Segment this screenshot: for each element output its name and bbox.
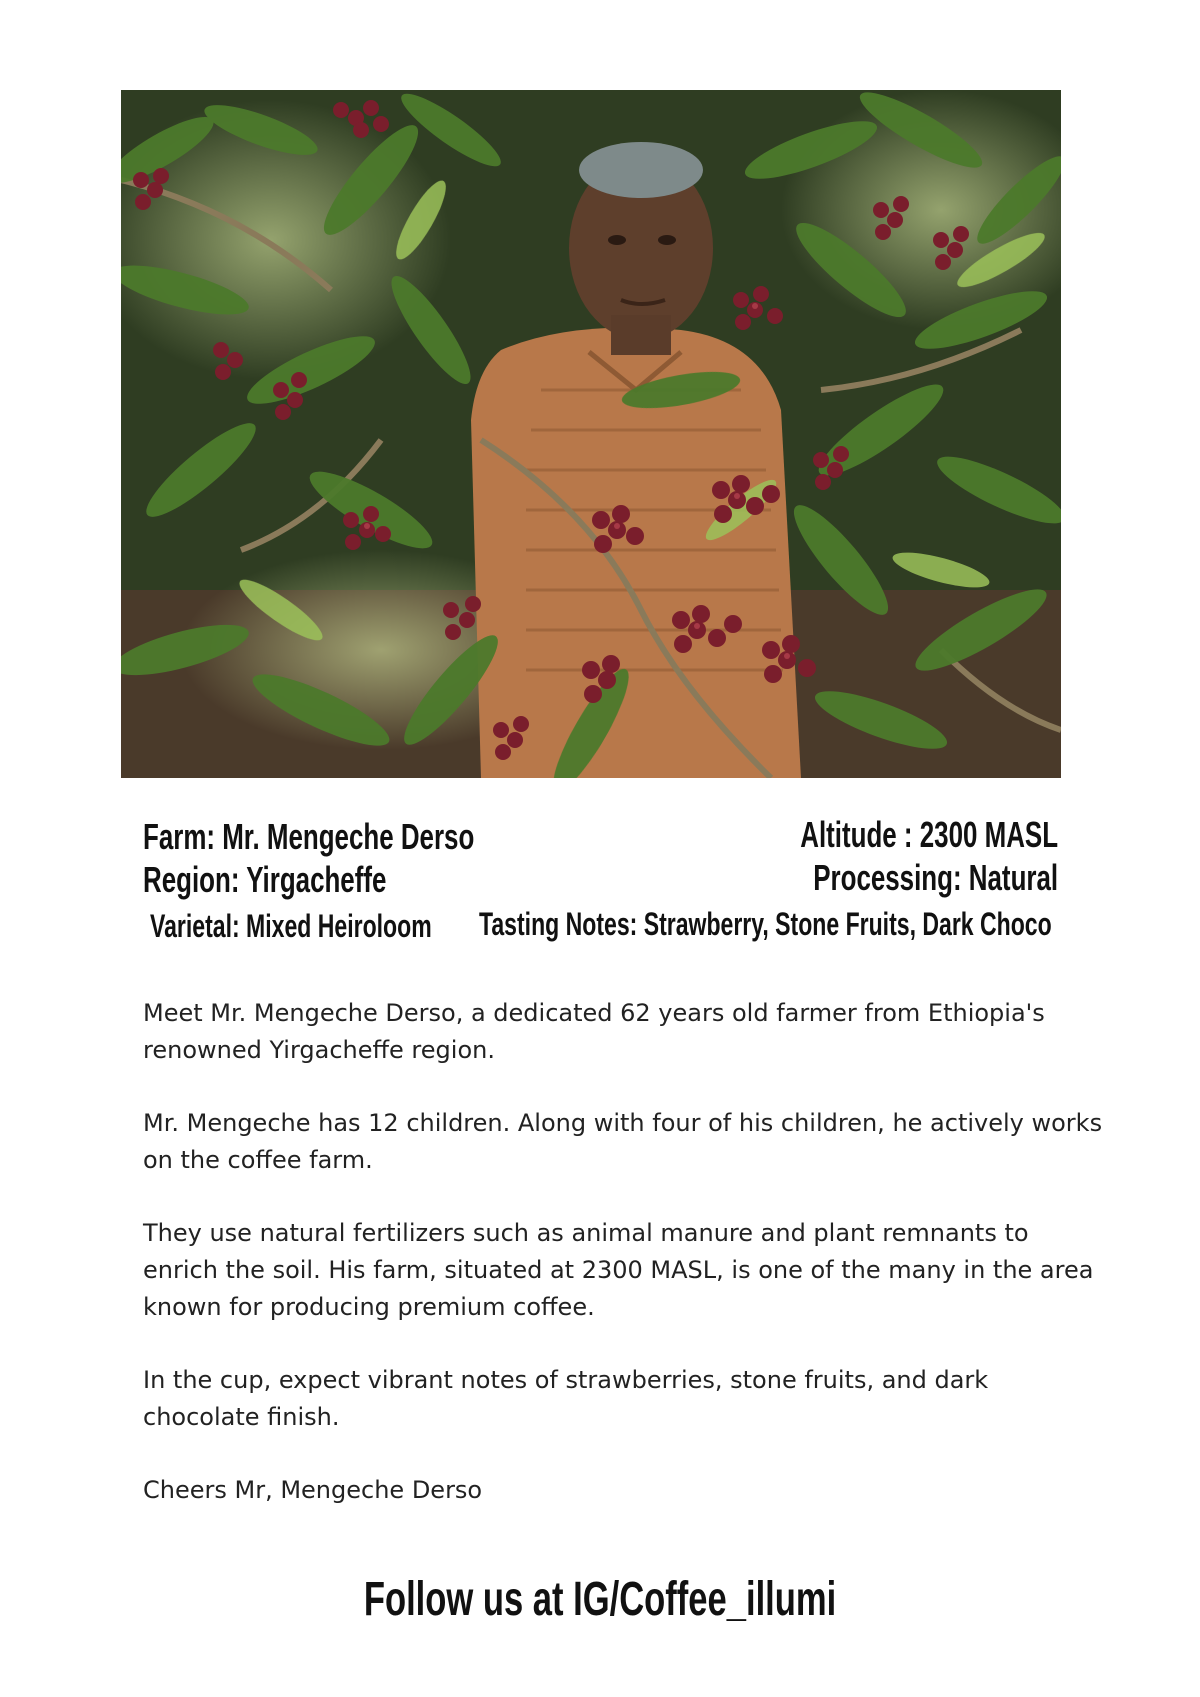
story-paragraph-family: Mr. Mengeche has 12 children. Along with four of his children, he actively works on the coffee farm. bbox=[143, 1109, 1103, 1174]
farmer-story bbox=[143, 995, 1103, 1545]
region-label: Region: Yirgacheffe bbox=[143, 859, 387, 900]
story-closing: Cheers Mr, Mengeche Derso bbox=[143, 1476, 483, 1504]
story-paragraph-farming: They use natural fertilizers such as animal manure and plant remnants to enrich the soil. His farm, situated at 2300 MASL, is one of the many in the area known for producing premium coffee. bbox=[143, 1219, 1094, 1321]
farmer-coffee-photo-icon bbox=[121, 90, 1061, 778]
altitude-label: Altitude : 2300 MASL bbox=[800, 814, 1058, 855]
story-paragraph-intro: Meet Mr. Mengeche Derso, a dedicated 62 years old farmer from Ethiopia's renowned Yirgacheffe region. bbox=[143, 999, 1045, 1064]
story-paragraph-cup: In the cup, expect vibrant notes of strawberries, stone fruits, and dark chocolate finish. bbox=[143, 1366, 989, 1431]
tasting-notes-label: Tasting Notes: Strawberry, Stone Fruits, Dark Choco bbox=[479, 906, 1052, 942]
processing-label: Processing: Natural bbox=[813, 857, 1058, 898]
follow-instagram-text: Follow us at IG/Coffee_illumi bbox=[363, 1573, 837, 1626]
varietal-label: Varietal: Mixed Heiroloom bbox=[150, 908, 432, 944]
farm-label: Farm: Mr. Mengeche Derso bbox=[143, 816, 475, 857]
follow-instagram-footer bbox=[0, 1572, 1200, 1628]
farmer-coffee-photo bbox=[121, 90, 1061, 778]
